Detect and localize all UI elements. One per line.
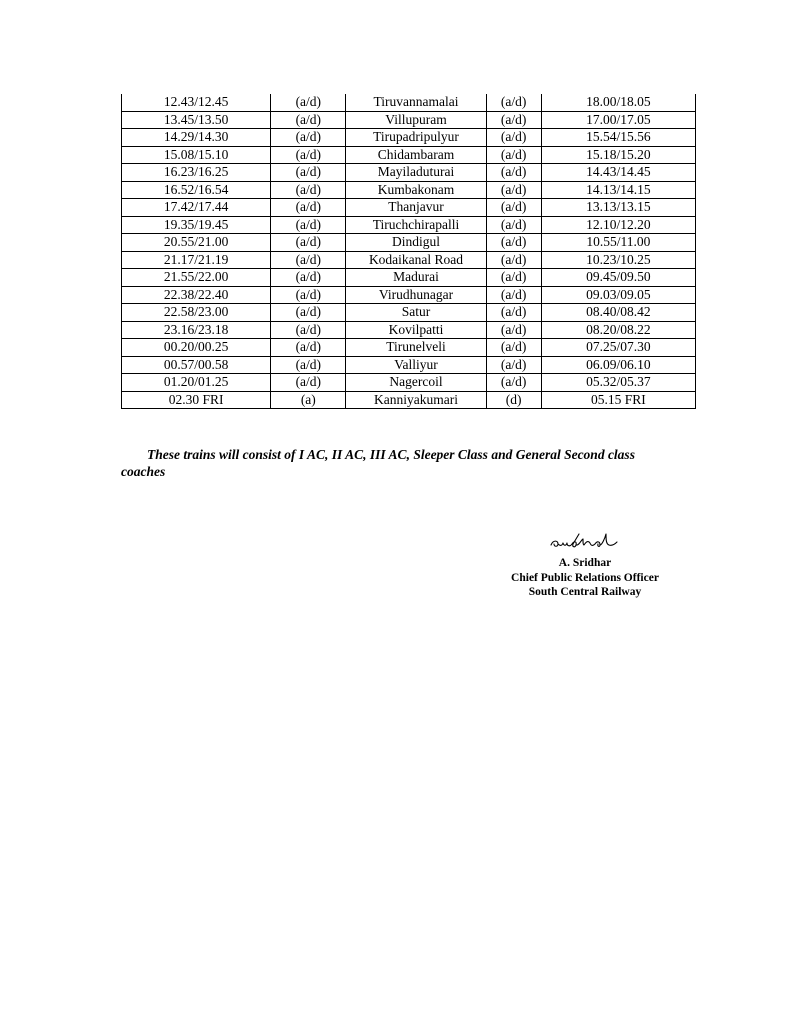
up-time-cell: 09.45/09.50 <box>541 269 695 287</box>
up-time-cell: 06.09/06.10 <box>541 356 695 374</box>
up-arrival-departure-cell: (a/d) <box>486 374 541 392</box>
up-arrival-departure-cell: (a/d) <box>486 129 541 147</box>
down-time-cell: 14.29/14.30 <box>122 129 271 147</box>
up-time-cell: 17.00/17.05 <box>541 111 695 129</box>
up-arrival-departure-cell: (a/d) <box>486 339 541 357</box>
down-arrival-departure-cell: (a/d) <box>271 321 346 339</box>
station-cell: Tiruchchirapalli <box>346 216 486 234</box>
timetable-row <box>122 199 696 217</box>
up-time-cell: 13.13/13.15 <box>541 199 695 217</box>
up-time-cell: 15.18/15.20 <box>541 146 695 164</box>
station-cell: Kumbakonam <box>346 181 486 199</box>
down-arrival-departure-cell: (a/d) <box>271 269 346 287</box>
up-arrival-departure-cell: (a/d) <box>486 181 541 199</box>
up-arrival-departure-cell: (a/d) <box>486 251 541 269</box>
station-cell: Tiruvannamalai <box>346 94 486 111</box>
station-cell: Nagercoil <box>346 374 486 392</box>
up-time-cell: 08.40/08.42 <box>541 304 695 322</box>
station-cell: Virudhunagar <box>346 286 486 304</box>
station-cell: Chidambaram <box>346 146 486 164</box>
up-arrival-departure-cell: (a/d) <box>486 146 541 164</box>
timetable-row <box>122 286 696 304</box>
station-cell: Thanjavur <box>346 199 486 217</box>
up-time-cell: 15.54/15.56 <box>541 129 695 147</box>
signatory-organization: South Central Railway <box>528 586 642 598</box>
up-arrival-departure-cell: (a/d) <box>486 216 541 234</box>
down-arrival-departure-cell: (a/d) <box>271 356 346 374</box>
up-time-cell: 07.25/07.30 <box>541 339 695 357</box>
station-cell: Tirupadripulyur <box>346 129 486 147</box>
coach-composition-note: These trains will consist of I AC, II AC, III AC, Sleeper Class and General Second class <box>147 447 635 462</box>
down-time-cell: 02.30 FRI <box>122 391 271 409</box>
down-time-cell: 16.52/16.54 <box>122 181 271 199</box>
down-arrival-departure-cell: (a/d) <box>271 234 346 252</box>
timetable-row <box>122 304 696 322</box>
timetable-row <box>122 216 696 234</box>
down-time-cell: 00.20/00.25 <box>122 339 271 357</box>
station-cell: Madurai <box>346 269 486 287</box>
down-time-cell: 19.35/19.45 <box>122 216 271 234</box>
up-time-cell: 08.20/08.22 <box>541 321 695 339</box>
up-arrival-departure-cell: (a/d) <box>486 321 541 339</box>
up-time-cell: 14.13/14.15 <box>541 181 695 199</box>
up-arrival-departure-cell: (a/d) <box>486 199 541 217</box>
station-cell: Kovilpatti <box>346 321 486 339</box>
down-time-cell: 21.55/22.00 <box>122 269 271 287</box>
up-arrival-departure-cell: (a/d) <box>486 234 541 252</box>
down-arrival-departure-cell: (a/d) <box>271 199 346 217</box>
up-arrival-departure-cell: (a/d) <box>486 304 541 322</box>
timetable <box>121 94 696 409</box>
timetable-row <box>122 251 696 269</box>
down-arrival-departure-cell: (a/d) <box>271 111 346 129</box>
down-arrival-departure-cell: (a/d) <box>271 94 346 111</box>
up-time-cell: 09.03/09.05 <box>541 286 695 304</box>
down-time-cell: 17.42/17.44 <box>122 199 271 217</box>
station-cell: Tirunelveli <box>346 339 486 357</box>
station-cell: Villupuram <box>346 111 486 129</box>
down-time-cell: 22.58/23.00 <box>122 304 271 322</box>
down-time-cell: 00.57/00.58 <box>122 356 271 374</box>
handwritten-signature <box>545 530 625 552</box>
down-arrival-departure-cell: (a/d) <box>271 164 346 182</box>
timetable-row <box>122 181 696 199</box>
up-time-cell: 05.32/05.37 <box>541 374 695 392</box>
down-time-cell: 23.16/23.18 <box>122 321 271 339</box>
up-arrival-departure-cell: (a/d) <box>486 356 541 374</box>
down-arrival-departure-cell: (a/d) <box>271 146 346 164</box>
signatory-designation: Chief Public Relations Officer <box>511 571 659 584</box>
down-time-cell: 20.55/21.00 <box>122 234 271 252</box>
timetable-row <box>122 94 696 111</box>
down-arrival-departure-cell: (a/d) <box>271 181 346 199</box>
up-time-cell: 14.43/14.45 <box>541 164 695 182</box>
timetable-row <box>122 269 696 287</box>
timetable-row <box>122 356 696 374</box>
timetable-row <box>122 146 696 164</box>
down-time-cell: 12.43/12.45 <box>122 94 271 111</box>
up-time-cell: 10.55/11.00 <box>541 234 695 252</box>
timetable-row <box>122 339 696 357</box>
down-arrival-departure-cell: (a/d) <box>271 374 346 392</box>
down-arrival-departure-cell: (a/d) <box>271 129 346 147</box>
timetable-row <box>122 321 696 339</box>
up-arrival-departure-cell: (a/d) <box>486 111 541 129</box>
station-cell: Satur <box>346 304 486 322</box>
down-time-cell: 01.20/01.25 <box>122 374 271 392</box>
station-cell: Valliyur <box>346 356 486 374</box>
timetable-row <box>122 374 696 392</box>
down-time-cell: 21.17/21.19 <box>122 251 271 269</box>
up-arrival-departure-cell: (a/d) <box>486 164 541 182</box>
down-arrival-departure-cell: (a/d) <box>271 251 346 269</box>
up-arrival-departure-cell: (a/d) <box>486 269 541 287</box>
timetable-row <box>122 111 696 129</box>
station-cell: Dindigul <box>346 234 486 252</box>
down-arrival-departure-cell: (a/d) <box>271 216 346 234</box>
down-arrival-departure-cell: (a/d) <box>271 286 346 304</box>
timetable-row <box>122 234 696 252</box>
up-time-cell: 10.23/10.25 <box>541 251 695 269</box>
coach-composition-note-continuation: coaches <box>121 464 166 479</box>
station-cell: Kanniyakumari <box>346 391 486 409</box>
station-cell: Mayiladuturai <box>346 164 486 182</box>
signatory-name: A. Sridhar <box>558 557 612 569</box>
down-arrival-departure-cell: (a/d) <box>271 304 346 322</box>
timetable-row <box>122 129 696 147</box>
timetable-body <box>122 94 696 409</box>
up-time-cell: 12.10/12.20 <box>541 216 695 234</box>
up-time-cell: 18.00/18.05 <box>541 94 695 111</box>
up-arrival-departure-cell: (d) <box>486 391 541 409</box>
down-arrival-departure-cell: (a) <box>271 391 346 409</box>
up-arrival-departure-cell: (a/d) <box>486 286 541 304</box>
down-time-cell: 16.23/16.25 <box>122 164 271 182</box>
signature-block <box>490 530 680 600</box>
down-arrival-departure-cell: (a/d) <box>271 339 346 357</box>
up-arrival-departure-cell: (a/d) <box>486 94 541 111</box>
down-time-cell: 22.38/22.40 <box>122 286 271 304</box>
timetable-row <box>122 164 696 182</box>
down-time-cell: 13.45/13.50 <box>122 111 271 129</box>
up-time-cell: 05.15 FRI <box>541 391 695 409</box>
timetable-row <box>122 391 696 409</box>
station-cell: Kodaikanal Road <box>346 251 486 269</box>
down-time-cell: 15.08/15.10 <box>122 146 271 164</box>
